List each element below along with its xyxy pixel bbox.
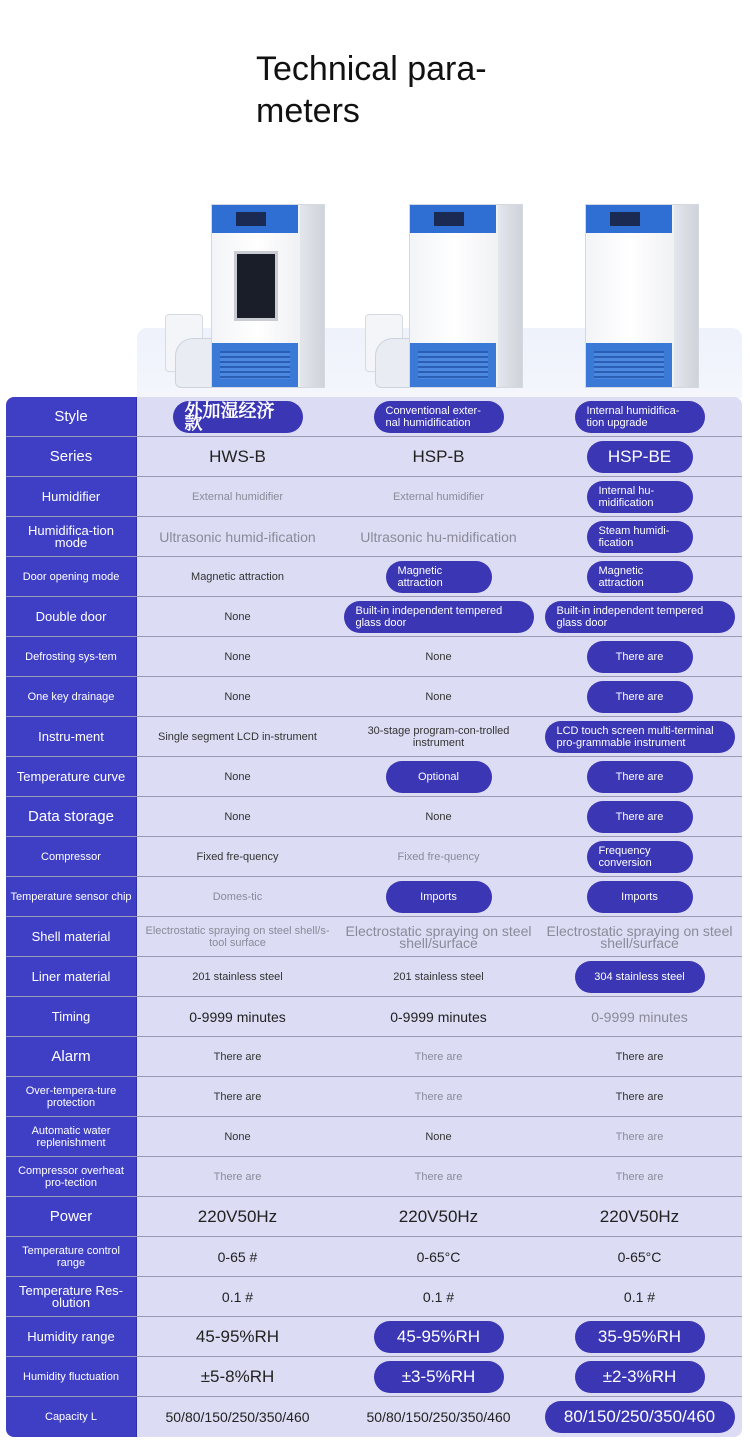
highlight-pill: Steam humidi-fication	[587, 521, 693, 553]
spec-value-col-2: Ultrasonic hu-midification	[360, 528, 517, 545]
spec-value-col-1: External humidifier	[191, 490, 284, 503]
spec-value-col-2: 50/80/150/250/350/460	[366, 1409, 511, 1425]
spec-label: Instru-ment	[6, 717, 137, 756]
spec-row	[6, 437, 742, 477]
highlight-pill: There are	[587, 761, 693, 793]
incubator-image-2	[409, 204, 523, 388]
spec-value-col-2	[338, 877, 539, 916]
spec-value-col-3	[539, 717, 740, 756]
spec-value-col-3	[539, 437, 740, 476]
spec-value-col-3	[539, 637, 740, 676]
spec-value-col-3: There are	[615, 1130, 664, 1143]
highlight-pill: There are	[587, 681, 693, 713]
spec-row	[6, 477, 742, 517]
spec-value-col-1: There are	[213, 1170, 262, 1183]
spec-value-col-3	[539, 477, 740, 516]
spec-row	[6, 677, 742, 717]
spec-value-col-1: Single segment LCD in-strument	[158, 730, 317, 743]
spec-row	[6, 1037, 742, 1077]
highlight-pill: Frequency conversion	[587, 841, 693, 873]
spec-value-col-2: None	[425, 690, 452, 703]
spec-row	[6, 1317, 742, 1357]
spec-label: Door opening mode	[6, 557, 137, 596]
spec-row	[6, 757, 742, 797]
spec-value-col-1: HWS-B	[209, 446, 266, 466]
spec-value-col-3: Electrostatic spraying on steel shell/surface	[546, 922, 733, 951]
spec-row	[6, 1157, 742, 1197]
spec-row	[6, 877, 742, 917]
spec-row	[6, 1397, 742, 1437]
spec-value-col-2	[338, 397, 539, 436]
spec-value-col-3	[539, 1357, 740, 1396]
spec-value-col-2: Electrostatic spraying on steel shell/surface	[345, 922, 532, 951]
spec-label: Alarm	[6, 1037, 137, 1076]
spec-value-col-3	[539, 517, 740, 556]
spec-value-col-3	[539, 837, 740, 876]
spec-value-col-1: 45-95%RH	[195, 1326, 280, 1346]
spec-label: Series	[6, 437, 137, 476]
spec-value-col-2	[338, 1317, 539, 1356]
spec-value-col-1: Fixed fre-quency	[196, 850, 279, 863]
spec-value-col-1: 50/80/150/250/350/460	[165, 1409, 310, 1425]
spec-row	[6, 997, 742, 1037]
spec-row	[6, 717, 742, 757]
highlight-pill: HSP-BE	[587, 441, 693, 473]
spec-value-col-3	[539, 677, 740, 716]
spec-value-col-1: Magnetic attraction	[191, 570, 284, 583]
highlight-pill: Internal hu-midification	[587, 481, 693, 513]
spec-value-col-1: None	[224, 770, 251, 783]
spec-row	[6, 597, 742, 637]
spec-value-col-3	[539, 1317, 740, 1356]
spec-value-col-1: None	[224, 690, 251, 703]
highlight-pill: LCD touch screen multi-terminal pro-grammable instrument	[545, 721, 735, 753]
spec-value-col-1: 0-65 #	[217, 1248, 258, 1265]
highlight-pill: There are	[587, 641, 693, 673]
spec-value-col-1: ±5-8%RH	[200, 1366, 275, 1386]
spec-label: Temperature Res-olution	[6, 1277, 137, 1316]
highlight-pill: Imports	[386, 881, 492, 913]
spec-value-col-1: 0-9999 minutes	[189, 1008, 286, 1025]
spec-value-col-2: 220V50Hz	[398, 1206, 479, 1226]
spec-label: Liner material	[6, 957, 137, 996]
spec-value-col-1: There are	[213, 1090, 262, 1103]
spec-value-col-2: 201 stainless steel	[393, 970, 484, 983]
spec-label: Automatic water replenishment	[6, 1117, 137, 1156]
spec-value-col-1: 220V50Hz	[197, 1206, 278, 1226]
spec-row	[6, 957, 742, 997]
highlight-pill: 35-95%RH	[575, 1321, 705, 1353]
spec-row	[6, 397, 742, 437]
spec-value-col-3	[539, 557, 740, 596]
highlight-pill: Magnetic attraction	[587, 561, 693, 593]
spec-value-col-3: There are	[615, 1170, 664, 1183]
spec-label: Double door	[6, 597, 137, 636]
spec-value-col-3: 0.1 #	[623, 1288, 656, 1305]
highlight-pill: Internal humidifica-tion upgrade	[575, 401, 705, 433]
spec-value-col-1: Ultrasonic humid-ification	[159, 528, 316, 545]
highlight-pill: Optional	[386, 761, 492, 793]
spec-value-col-2: Fixed fre-quency	[397, 850, 480, 863]
spec-table	[6, 397, 742, 1437]
highlight-pill: Conventional exter-nal humidification	[374, 401, 504, 433]
spec-label: Humidifier	[6, 477, 137, 516]
highlight-pill: 外加湿经济款	[173, 401, 303, 433]
spec-value-col-2: There are	[414, 1170, 463, 1183]
spec-label: Temperature sensor chip	[6, 877, 137, 916]
spec-row	[6, 1357, 742, 1397]
spec-label: Temperature control range	[6, 1237, 137, 1276]
spec-label: Capacity L	[6, 1397, 137, 1437]
spec-value-col-2: 0.1 #	[422, 1288, 455, 1305]
highlight-pill: Built-in independent tempered glass door	[344, 601, 534, 633]
spec-value-col-2: There are	[414, 1050, 463, 1063]
spec-row	[6, 1077, 742, 1117]
highlight-pill: There are	[587, 801, 693, 833]
spec-label: Style	[6, 397, 137, 436]
spec-value-col-2: 0-9999 minutes	[390, 1008, 487, 1025]
spec-label: Timing	[6, 997, 137, 1036]
spec-value-col-3	[539, 957, 740, 996]
spec-value-col-3: 0-9999 minutes	[591, 1008, 688, 1025]
incubator-image-1	[211, 204, 325, 388]
spec-value-col-1: None	[224, 610, 251, 623]
spec-label: Compressor	[6, 837, 137, 876]
spec-value-col-2: None	[425, 650, 452, 663]
highlight-pill: Imports	[587, 881, 693, 913]
spec-value-col-3	[539, 877, 740, 916]
spec-row	[6, 1197, 742, 1237]
title-line-2: meters	[256, 92, 360, 130]
spec-label: Humidity fluctuation	[6, 1357, 137, 1396]
spec-value-col-2: External humidifier	[392, 490, 485, 503]
spec-row	[6, 837, 742, 877]
spec-value-col-3: There are	[615, 1090, 664, 1103]
spec-value-col-2: HSP-B	[412, 446, 465, 466]
spec-label: Temperature curve	[6, 757, 137, 796]
highlight-pill: Built-in independent tempered glass door	[545, 601, 735, 633]
spec-value-col-1	[137, 397, 338, 436]
spec-value-col-1: None	[224, 1130, 251, 1143]
spec-row	[6, 1277, 742, 1317]
spec-row	[6, 1237, 742, 1277]
spec-value-col-1: Electrostatic spraying on steel shell/s-tool surface	[145, 924, 330, 949]
spec-label: Data storage	[6, 797, 137, 836]
spec-label: Compressor overheat pro-tection	[6, 1157, 137, 1196]
spec-value-col-3	[539, 757, 740, 796]
spec-value-col-3: 0-65°C	[617, 1248, 662, 1265]
spec-row	[6, 637, 742, 677]
spec-label: Humidity range	[6, 1317, 137, 1356]
spec-value-col-3: There are	[615, 1050, 664, 1063]
spec-value-col-2: There are	[414, 1090, 463, 1103]
spec-label: Power	[6, 1197, 137, 1236]
spec-value-col-1: None	[224, 650, 251, 663]
title-line-1: Technical para-	[256, 50, 487, 88]
spec-value-col-2: 30-stage program-con-trolled instrument	[367, 724, 510, 749]
highlight-pill: ±2-3%RH	[575, 1361, 705, 1393]
spec-value-col-3	[539, 397, 740, 436]
highlight-pill: Magnetic attraction	[386, 561, 492, 593]
spec-label: Defrosting sys-tem	[6, 637, 137, 676]
spec-value-col-2: None	[425, 1130, 452, 1143]
spec-label: One key drainage	[6, 677, 137, 716]
spec-label: Humidifica-tion mode	[6, 517, 137, 556]
spec-value-col-1: 0.1 #	[221, 1288, 254, 1305]
spec-row	[6, 557, 742, 597]
highlight-pill: ±3-5%RH	[374, 1361, 504, 1393]
spec-value-col-2	[338, 1357, 539, 1396]
spec-value-col-3	[539, 1397, 740, 1437]
spec-value-col-2	[338, 757, 539, 796]
highlight-pill: 304 stainless steel	[575, 961, 705, 993]
spec-value-col-3: 220V50Hz	[599, 1206, 680, 1226]
spec-value-col-2: None	[425, 810, 452, 823]
highlight-pill: 80/150/250/350/460	[545, 1401, 735, 1433]
spec-label: Shell material	[6, 917, 137, 956]
spec-value-col-1: None	[224, 810, 251, 823]
product-images	[137, 190, 742, 400]
spec-row	[6, 1117, 742, 1157]
spec-row	[6, 917, 742, 957]
spec-value-col-2	[338, 597, 539, 636]
spec-label: Over-tempera-ture protection	[6, 1077, 137, 1116]
spec-value-col-1: 201 stainless steel	[192, 970, 283, 983]
spec-value-col-2	[338, 557, 539, 596]
highlight-pill: 45-95%RH	[374, 1321, 504, 1353]
spec-value-col-1: Domes-tic	[212, 890, 263, 903]
spec-value-col-3	[539, 797, 740, 836]
spec-value-col-2: 0-65°C	[416, 1248, 461, 1265]
spec-row	[6, 797, 742, 837]
page-title	[256, 48, 556, 132]
spec-value-col-1: There are	[213, 1050, 262, 1063]
incubator-image-3	[585, 204, 699, 388]
spec-row	[6, 517, 742, 557]
spec-value-col-3	[539, 597, 740, 636]
